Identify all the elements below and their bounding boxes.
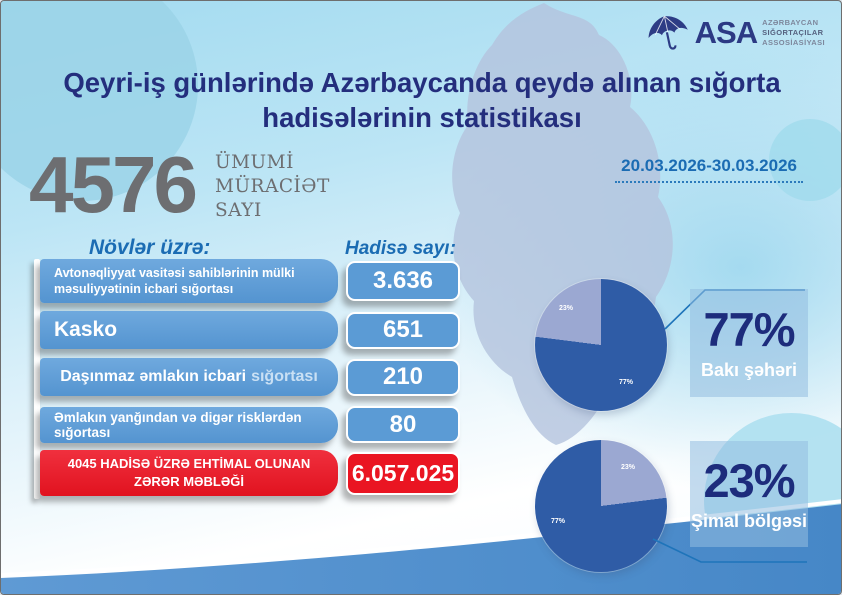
insurance-type-bar: Avtonəqliyyat vasitəsi sahiblərinin mülki məsuliyyətinin icbari sığortası — [40, 259, 338, 303]
pie-chart-shimal — [535, 440, 667, 572]
asa-logo — [646, 13, 825, 53]
total-applications-label: ÜMUMİ MÜRACİƏT SAYI — [215, 152, 330, 222]
pie-slice-label: 77% — [619, 379, 634, 386]
table-row — [40, 311, 460, 349]
percent-value: 23% — [703, 453, 795, 507]
insurance-type-bar: Əmlakın yanğından və digər risklərdən sığortası — [40, 407, 338, 443]
umbrella-icon — [642, 9, 693, 57]
count-column-header: Hadisə sayı: — [345, 238, 456, 259]
insurance-type-bar: Kasko — [40, 311, 338, 349]
region-label: Şimal bölgəsi — [690, 510, 808, 531]
case-count-badge: 3.636 — [346, 261, 460, 301]
region-stat-panel-baku — [690, 289, 808, 397]
pie-slice-label: 23% — [559, 305, 574, 312]
table-row — [40, 259, 460, 303]
page-title: Qeyri-iş günlərində Azərbaycanda qeydə alınan sığorta hadisələrinin statistikası — [63, 67, 781, 134]
logo-org-name — [762, 18, 825, 48]
logo-org-line: SIĞORTAÇILAR — [762, 27, 824, 37]
case-count-badge: 210 — [346, 359, 460, 396]
region-label: Bakı şəhəri — [700, 359, 798, 380]
total-applications-number: 4576 — [29, 140, 195, 229]
estimated-damage-bar: 4045 HADİSƏ ÜZRƏ EHTİMAL OLUNAN ZƏRƏR MƏBLƏĞİ — [40, 450, 338, 496]
table-total-row — [40, 450, 460, 496]
table-row — [40, 358, 460, 396]
pie-slice-label: 23% — [621, 464, 636, 471]
logo-org-line: AZƏRBAYCAN — [762, 17, 819, 27]
case-count-badge: 651 — [346, 312, 460, 349]
percent-value: 77% — [703, 302, 795, 356]
pie-slice-label: 77% — [551, 518, 566, 525]
insurance-type-bar: Daşınmaz əmlakın icbari sığortası — [40, 358, 338, 396]
logo-org-line: ASSOSİASİYASI — [762, 38, 825, 48]
estimated-damage-badge: 6.057.025 — [346, 452, 460, 495]
date-range: 20.03.2026-30.03.2026 — [615, 156, 803, 183]
case-count-badge: 80 — [346, 406, 460, 443]
table-row — [40, 406, 460, 443]
logo-acronym: ASA — [694, 15, 758, 50]
region-stat-panel-shimal — [690, 441, 808, 547]
pie-chart-baku — [535, 279, 667, 411]
types-column-header: Növlər üzrə: — [89, 236, 211, 259]
